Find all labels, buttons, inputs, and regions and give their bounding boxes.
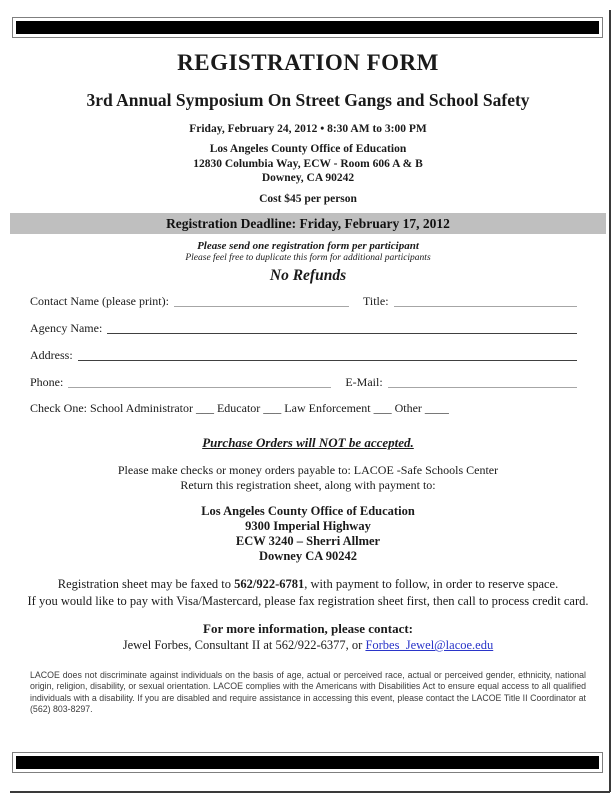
venue-line: 12830 Columbia Way, ECW - Room 606 A & B: [193, 157, 423, 170]
agency-name-field-line: [107, 332, 577, 334]
title-field-line: [394, 305, 577, 307]
fax-number: 562/922-6781: [234, 577, 305, 591]
page-shadow-bottom: [10, 791, 610, 793]
nondiscrimination-disclaimer: LACOE does not discriminate against individuals on the basis of age, actual or perceived race, actual or perceived gender, ethnicity, national origin, religion, disability, or sexual orientation. LACOE complies with the Americans with Disabilities Act to ensure equal access to all qualified individuals with a disability. If you are disabled and require assistance in accessing this event, please contact the LACOE Title II Coordinator at (562) 803-8297.: [30, 670, 586, 715]
fax-line-pre: Registration sheet may be faxed to: [57, 577, 235, 591]
phone-label: Phone:: [30, 375, 64, 389]
mailing-address-line: ECW 3240 – Sherri Allmer: [235, 534, 381, 548]
event-cost: Cost $45 per person: [259, 193, 357, 205]
email-label: E-Mail:: [345, 375, 383, 389]
more-info-line: [0, 638, 616, 653]
purchase-orders-notice: Purchase Orders will NOT be accepted.: [202, 435, 414, 450]
no-refunds-notice: No Refunds: [269, 267, 347, 284]
note-duplicate-form: Please feel free to duplicate this form for additional participants: [185, 253, 431, 263]
visa-line: If you would like to pay with Visa/Mastercard, please fax registration sheet first, then call to process credit card.: [27, 594, 589, 608]
mailing-address-line: Downey CA 90242: [259, 549, 357, 563]
event-title: 3rd Annual Symposium On Street Gangs and School Safety: [86, 90, 530, 110]
page-title: REGISTRATION FORM: [177, 50, 439, 75]
registration-deadline-banner: Registration Deadline: Friday, February 17, 2012: [10, 213, 606, 234]
contact-person-text: Jewel Forbes, Consultant II at 562/922-6377, or: [122, 638, 366, 652]
fax-instructions: [0, 576, 616, 610]
contact-name-field-line: [174, 305, 349, 307]
return-sheet-line: Return this registration sheet, along with payment to:: [180, 478, 436, 492]
title-label: Title:: [362, 294, 389, 308]
event-datetime: Friday, February 24, 2012 • 8:30 AM to 3:00 PM: [189, 123, 427, 135]
phone-field-line: [68, 386, 331, 388]
mailing-address-line: Los Angeles County Office of Education: [201, 504, 415, 518]
phone-email-row: [30, 374, 577, 390]
venue-line: Downey, CA 90242: [261, 172, 355, 184]
note-one-form-per-participant: Please send one registration form per participant: [197, 240, 419, 252]
mailing-address-line: 9300 Imperial Highway: [245, 519, 371, 533]
contact-name-label: Contact Name (please print):: [30, 294, 169, 308]
check-one-row: Check One: School Administrator ___ Educator ___ Law Enforcement ___ Other ____: [30, 401, 449, 415]
address-label: Address:: [30, 348, 73, 362]
email-field-line: [388, 386, 577, 388]
address-row: [30, 347, 577, 363]
agency-name-row: [30, 320, 577, 336]
top-horizontal-rule: [12, 17, 603, 38]
address-field-line: [78, 359, 577, 361]
contact-name-row: [30, 293, 577, 309]
page-shadow-right: [609, 10, 611, 792]
venue-line: Los Angeles County Office of Education: [209, 143, 407, 155]
event-venue: [0, 142, 616, 186]
fax-line-post: , with payment to follow, in order to reserve space.: [304, 577, 559, 591]
contact-email-link[interactable]: Forbes_Jewel@lacoe.edu: [365, 638, 494, 652]
mailing-address-block: [0, 504, 616, 564]
more-info-heading: For more information, please contact:: [203, 621, 413, 636]
bottom-horizontal-rule-fill: [16, 756, 599, 769]
agency-name-label: Agency Name:: [30, 321, 103, 335]
fax-line: [0, 576, 616, 593]
bottom-horizontal-rule: [12, 752, 603, 773]
top-horizontal-rule-fill: [16, 21, 599, 34]
checks-payable-line: Please make checks or money orders payable to: LACOE -Safe Schools Center: [117, 463, 499, 477]
